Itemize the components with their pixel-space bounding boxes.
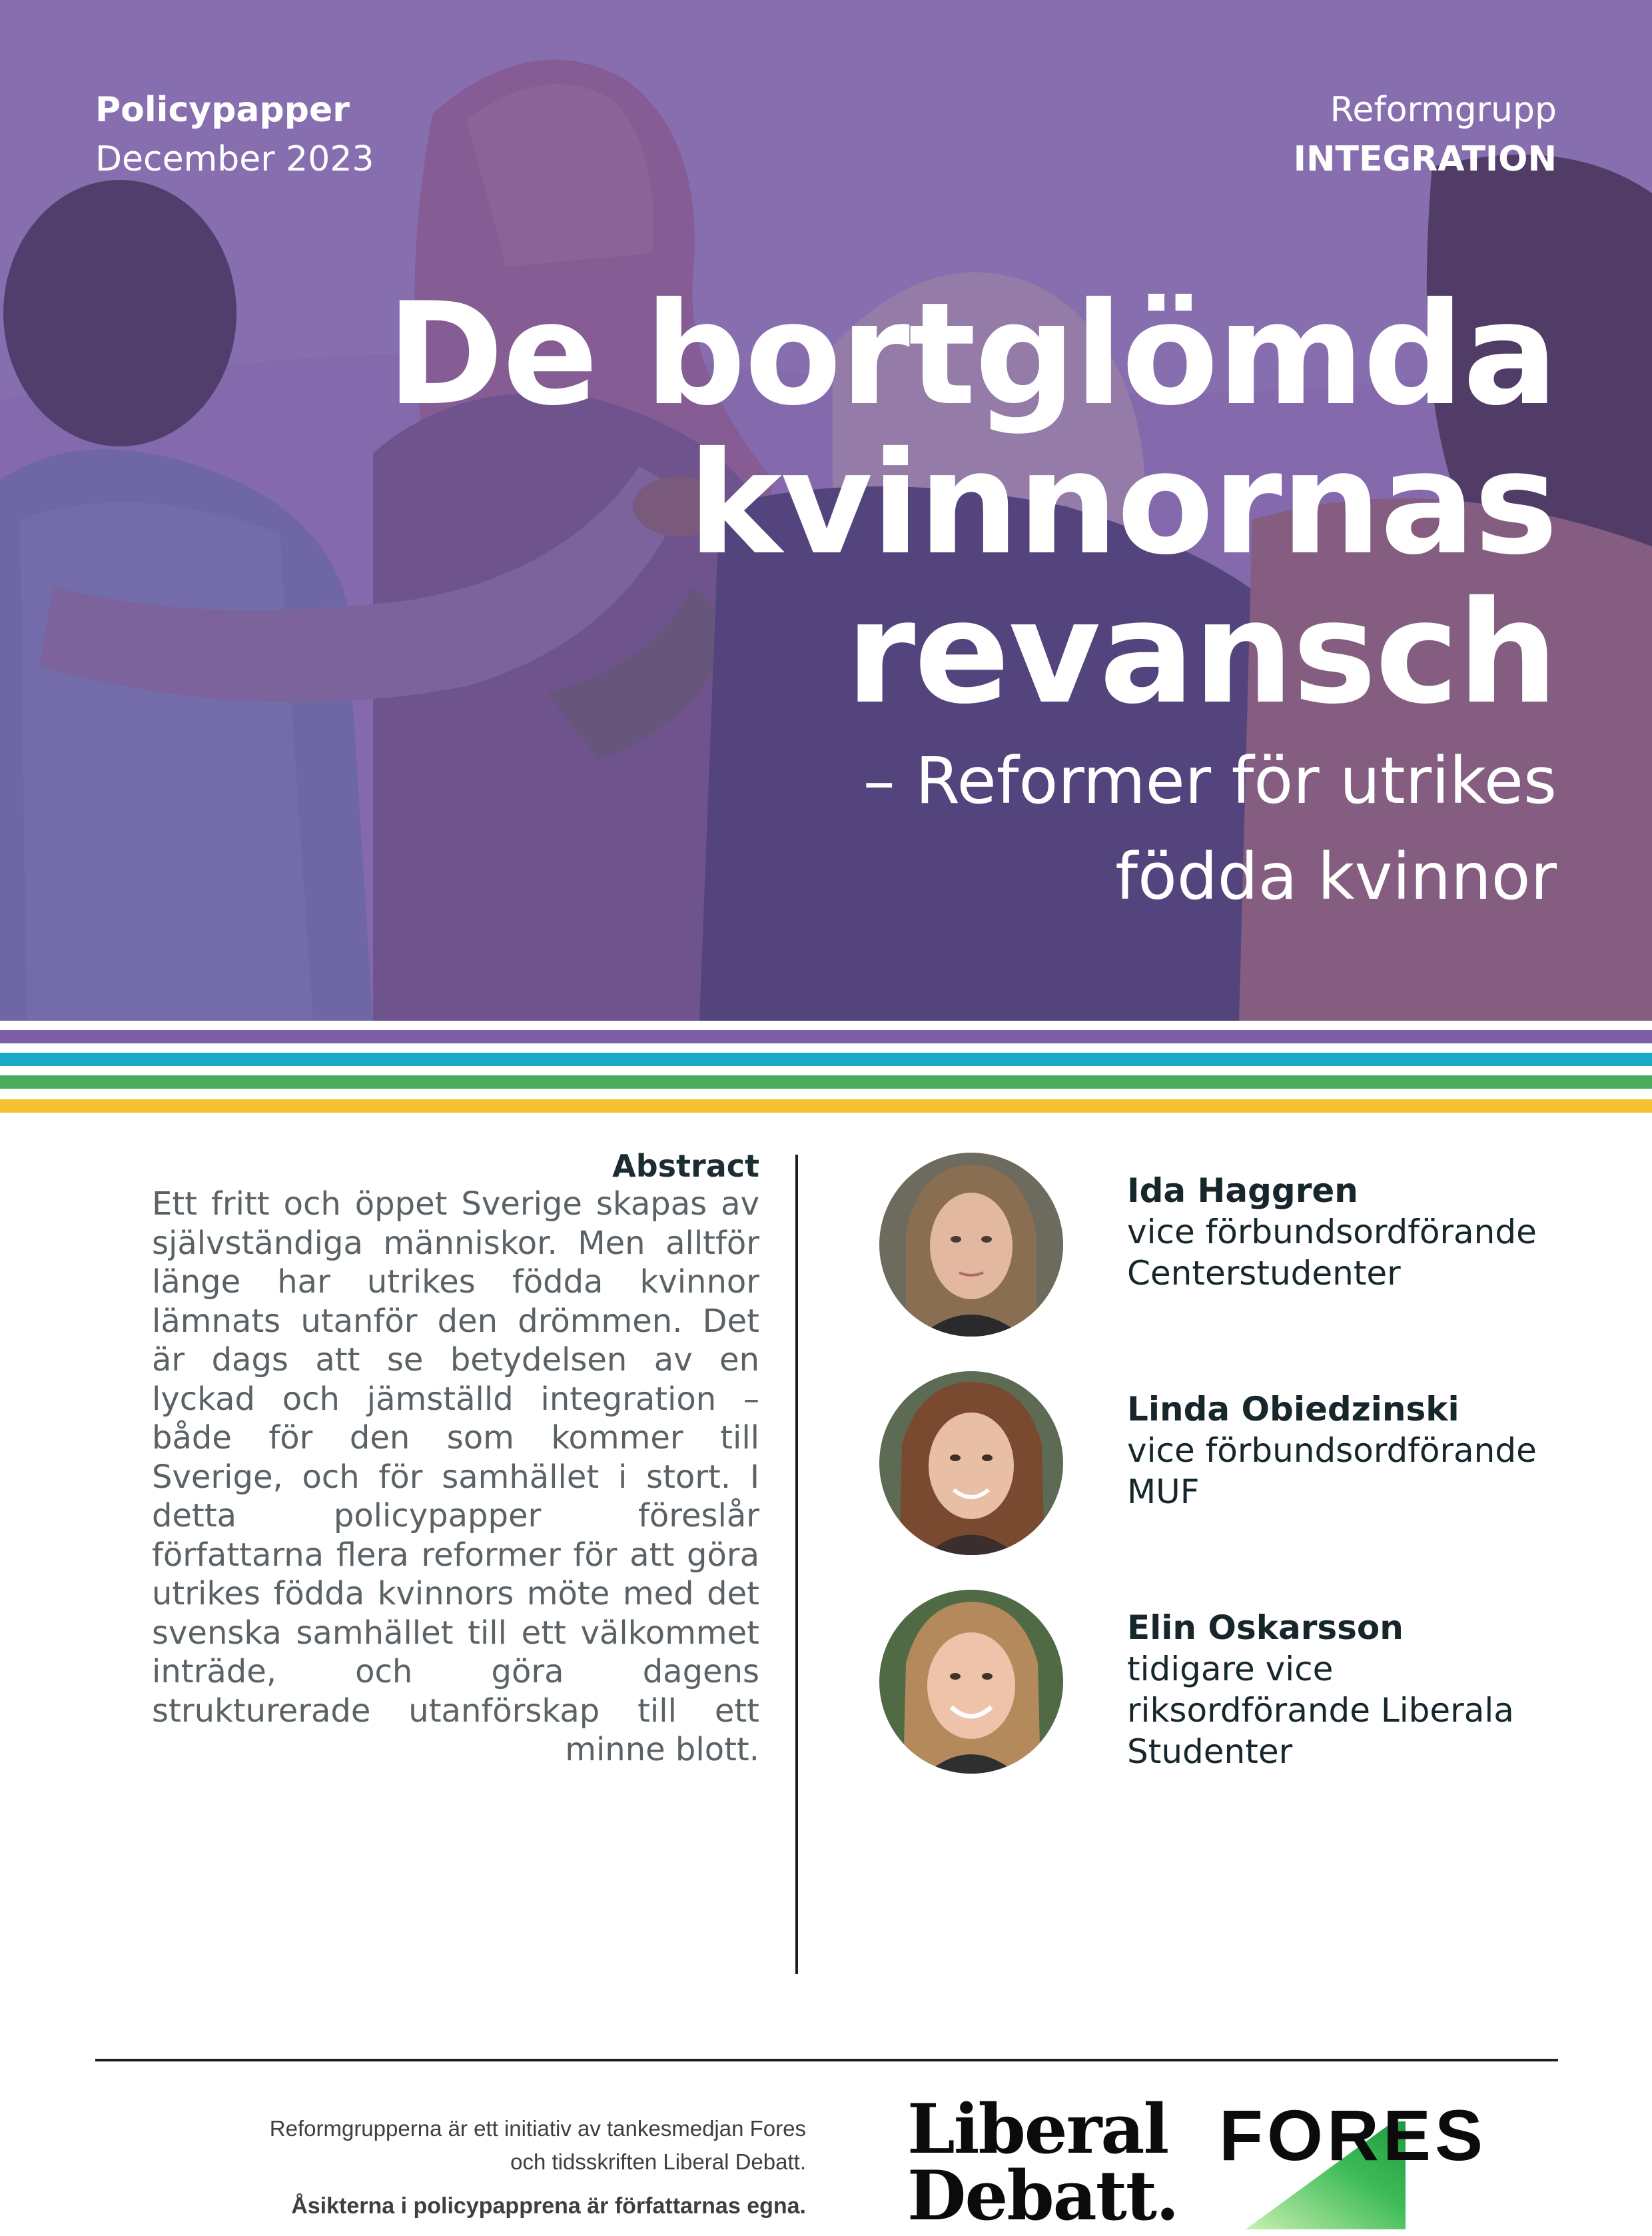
document-type: Policypapper xyxy=(95,90,350,130)
fores-logo xyxy=(1219,2095,1487,2232)
avatar xyxy=(879,1153,1063,1337)
author-info xyxy=(1127,1607,1593,1772)
footer-disclaimer: Åsikterna i policypapprena är författarnas egna. xyxy=(291,2193,806,2219)
author-name: Ida Haggren xyxy=(1127,1171,1358,1210)
avatar xyxy=(879,1371,1063,1555)
avatar xyxy=(879,1590,1063,1774)
fores-logo-text: FORES xyxy=(1219,2095,1487,2175)
liberal-debatt-logo-line: Debatt. xyxy=(907,2156,1178,2236)
author-role: vice förbundsordförande xyxy=(1127,1213,1537,1251)
abstract-text: Ett fritt och öppet Sverige skapas av självständiga människor. Men alltför länge har utrikes födda kvinnor lämnats utanför den drömmen. Det är dags att se betydelsen av en lyckad och jämställd integration – både för den som kommer till Sverige, och för samhället i stort. I detta policypapper föreslår författarna flera reformer för att göra utrikes födda kvinnors möte med det svenska samhället till ett välkommet inträde, och göra dagens strukturerade utanförskap till ett minne blott. xyxy=(152,1185,759,1768)
abstract-heading: Abstract xyxy=(612,1148,759,1184)
author-name: Linda Obiedzinski xyxy=(1127,1390,1459,1428)
column-divider xyxy=(795,1155,798,1974)
publication-date: December 2023 xyxy=(95,139,374,179)
color-stripe-purple xyxy=(0,1030,1652,1043)
author-photo xyxy=(879,1590,1063,1774)
footer-note-line: Reformgrupperna är ett initiativ av tankesmedjan Fores xyxy=(269,2116,806,2141)
liberal-debatt-logo-line: Liberal xyxy=(907,2089,1168,2169)
author-role: MUF xyxy=(1127,1472,1200,1511)
title-line: De bortglömda xyxy=(386,272,1557,436)
color-stripe-cyan xyxy=(0,1053,1652,1066)
author-photo xyxy=(879,1153,1063,1337)
abstract-section xyxy=(152,1147,759,1770)
document-meta xyxy=(95,85,374,184)
author-role: riksordförande Liberala xyxy=(1127,1691,1514,1730)
author-info xyxy=(1127,1389,1593,1512)
author-role: Studenter xyxy=(1127,1732,1293,1771)
color-stripe-yellow xyxy=(0,1099,1652,1113)
author-photo xyxy=(879,1371,1063,1555)
footer-note-line: och tidsskriften Liberal Debatt. xyxy=(510,2149,806,2174)
liberal-debatt-logo xyxy=(907,2089,1178,2236)
author-info xyxy=(1127,1170,1593,1294)
reform-group xyxy=(1294,85,1557,184)
title-line: kvinnornas xyxy=(687,421,1557,586)
author-role: vice förbundsordförande xyxy=(1127,1431,1537,1470)
footer-note xyxy=(133,2112,806,2179)
hero-banner xyxy=(0,0,1652,1021)
reform-group-label: Reformgrupp xyxy=(1330,90,1557,130)
author-name: Elin Oskarsson xyxy=(1127,1608,1404,1647)
subtitle-line: födda kvinnor xyxy=(1115,839,1557,914)
subtitle-line: – Reformer för utrikes xyxy=(863,744,1557,818)
document-title xyxy=(358,272,1557,925)
author-role: Centerstudenter xyxy=(1127,1254,1401,1293)
color-stripe-green xyxy=(0,1075,1652,1089)
title-line: revansch xyxy=(845,570,1557,735)
author-role: tidigare vice xyxy=(1127,1650,1334,1688)
footer-rule xyxy=(95,2059,1558,2061)
reform-group-topic: INTEGRATION xyxy=(1293,139,1557,179)
